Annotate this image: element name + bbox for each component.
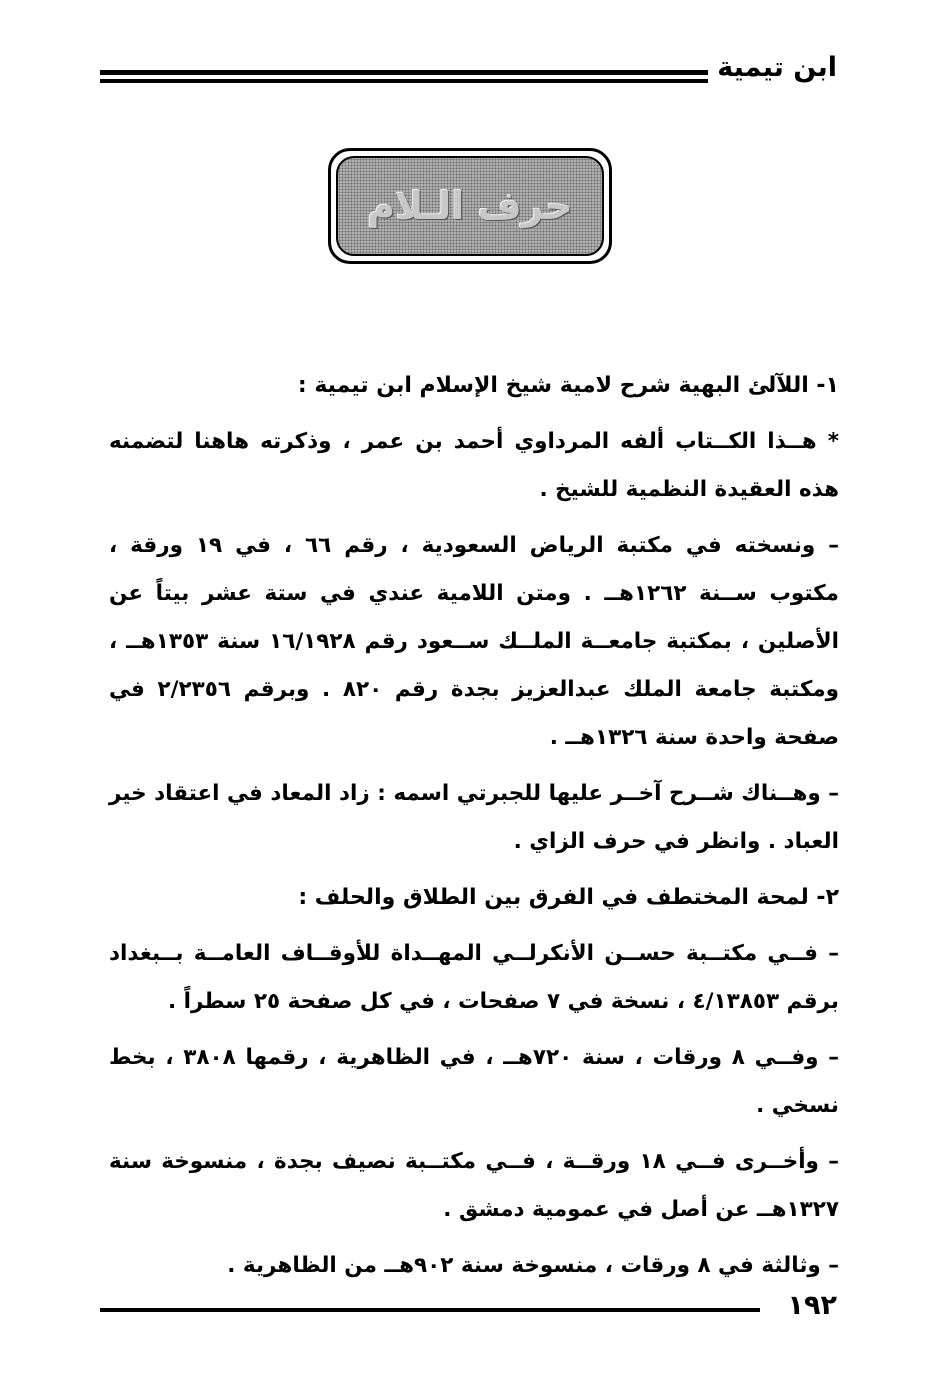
page-number: ١٩٢ — [787, 1290, 837, 1321]
entry-heading-1: ١- اللآلئ البهية شرح لامية شيخ الإسلام ابن تيمية : — [297, 373, 839, 398]
header-rule-thin — [100, 79, 708, 83]
entry-1-paragraph: * هــذا الكــتاب ألفه المرداوي أحمد بن عمر ، وذكرته هاهنا لتضمنه هذه العقيدة النظمية للشيخ . — [109, 429, 839, 502]
entry-2-paragraph: – فــي مكتــبة حســن الأنكرلــي المهــداة للأوقــاف العامــة بــبغداد برقم ٤/١٣٨٥٣ ، نسخة في ٧ صفحات ، في كل صفحة ٢٥ سطراً . — [109, 941, 839, 1014]
page-body — [109, 362, 839, 1298]
entry-1-paragraph: – وهــناك شــرح آخــر عليها للجبرتي اسمه : زاد المعاد في اعتقاد خير العباد . وانظر في حرف الزاي . — [109, 781, 839, 854]
running-header-title: ابن تيمية — [717, 52, 837, 83]
entry-1-paragraph: – ونسخته في مكتبة الرياض السعودية ، رقم ٦٦ ، في ١٩ ورقة ، مكتوب ســنة ١٢٦٢هــ . ومتن اللامية عندي في ستة عشر بيتاً عن الأصلين ، بمكتبة جامعــة الملــك ســعود رقم ١٦/١٩٢٨ سنة ١٣٥٣هــ ، ومكتبة جامعة الملك عبدالعزيز بجدة رقم ٨٢٠ . وبرقم ٢/٢٣٥٦ في صفحة واحدة سنة ١٣٢٦هــ . — [109, 533, 839, 750]
chapter-heading-box — [328, 148, 612, 264]
header-rule-thick — [100, 70, 708, 75]
chapter-heading-inner — [336, 156, 604, 256]
entry-2-paragraph: – وفــي ٨ ورقات ، سنة ٧٢٠هــ ، في الظاهرية ، رقمها ٣٨٠٨ ، بخط نسخي . — [109, 1045, 839, 1118]
entry-2-paragraph: – وثالثة في ٨ ورقات ، منسوخة سنة ٩٠٢هــ من الظاهرية . — [227, 1253, 839, 1278]
chapter-title: حرف الـلام — [367, 184, 573, 228]
entry-2-paragraph: – وأخــرى فــي ١٨ ورقــة ، فــي مكتــبة نصيف بجدة ، منسوخة سنة ١٣٢٧هــ عن أصل في عمومية دمشق . — [109, 1149, 839, 1222]
entry-heading-2: ٢- لمحة المختطف في الفرق بين الطلاق والحلف : — [298, 885, 839, 910]
footer-rule — [100, 1308, 760, 1312]
